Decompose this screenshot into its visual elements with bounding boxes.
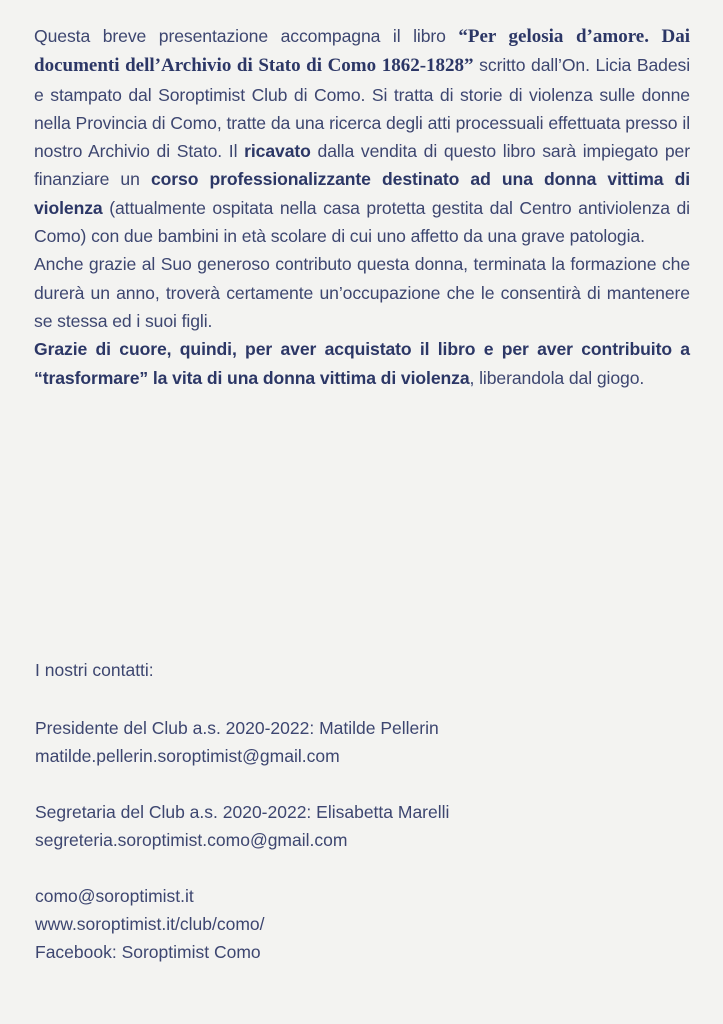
website-link[interactable]: www.soroptimist.it/club/como/ [35, 914, 265, 934]
president-role: Presidente del Club a.s. 2020-2022: Matilde Pellerin [35, 718, 439, 738]
intro-thanks-bold: Grazie di cuore, quindi, per aver acquistato il libro e per aver contribuito a “trasformare” la vita di una donna vittima di violenza [34, 339, 690, 388]
intro-thanks-rest: , liberandola dal giogo. [469, 367, 645, 388]
intro-p1-c: dalla vendita di questo libro sarà impiegato per finanziare un [34, 141, 690, 190]
intro-bold-corso: corso professionalizzante destinato ad una donna vittima di violenza [34, 169, 691, 218]
book-title: “Per gelosia d’amore. Dai documenti dell’Archivio di Stato di Como 1862-1828” [34, 26, 690, 77]
intro-bold-ricavato: ricavato [244, 141, 311, 162]
intro-p1-b: scritto dall’On. Licia Badesi e stampato dal Soroptimist Club di Como. Si tratta di storie di violenza sulle donne nella Provincia di Como, tratte da una ricerca degli atti processuali effettuata presso il nostro Archivio di Stato. Il [34, 55, 691, 162]
intro-text [34, 22, 690, 392]
intro-p1-d: (attualmente ospitata nella casa protetta gestita dal Centro antiviolenza di Como) con due bambini in età scolare di cui uno affetto da una grave patologia. [34, 197, 690, 247]
contacts-heading: I nostri contatti: [35, 660, 154, 680]
intro-p1-a: Questa breve presentazione accompagna il libro [34, 26, 459, 46]
president-email-link[interactable]: matilde.pellerin.soroptimist@gmail.com [35, 746, 340, 766]
facebook-link[interactable]: Facebook: Soroptimist Como [35, 942, 261, 962]
contacts-section [35, 656, 449, 966]
intro-p2: Anche grazie al Suo generoso contributo questa donna, terminata la formazione che durerà un anno, troverà certamente un’occupazione che le consentirà di mantenere se stessa ed i suoi figli. [34, 254, 690, 331]
secretary-email-link[interactable]: segreteria.soroptimist.como@gmail.com [35, 830, 348, 850]
club-email-link[interactable]: como@soroptimist.it [35, 886, 194, 906]
secretary-role: Segretaria del Club a.s. 2020-2022: Elisabetta Marelli [35, 802, 450, 822]
